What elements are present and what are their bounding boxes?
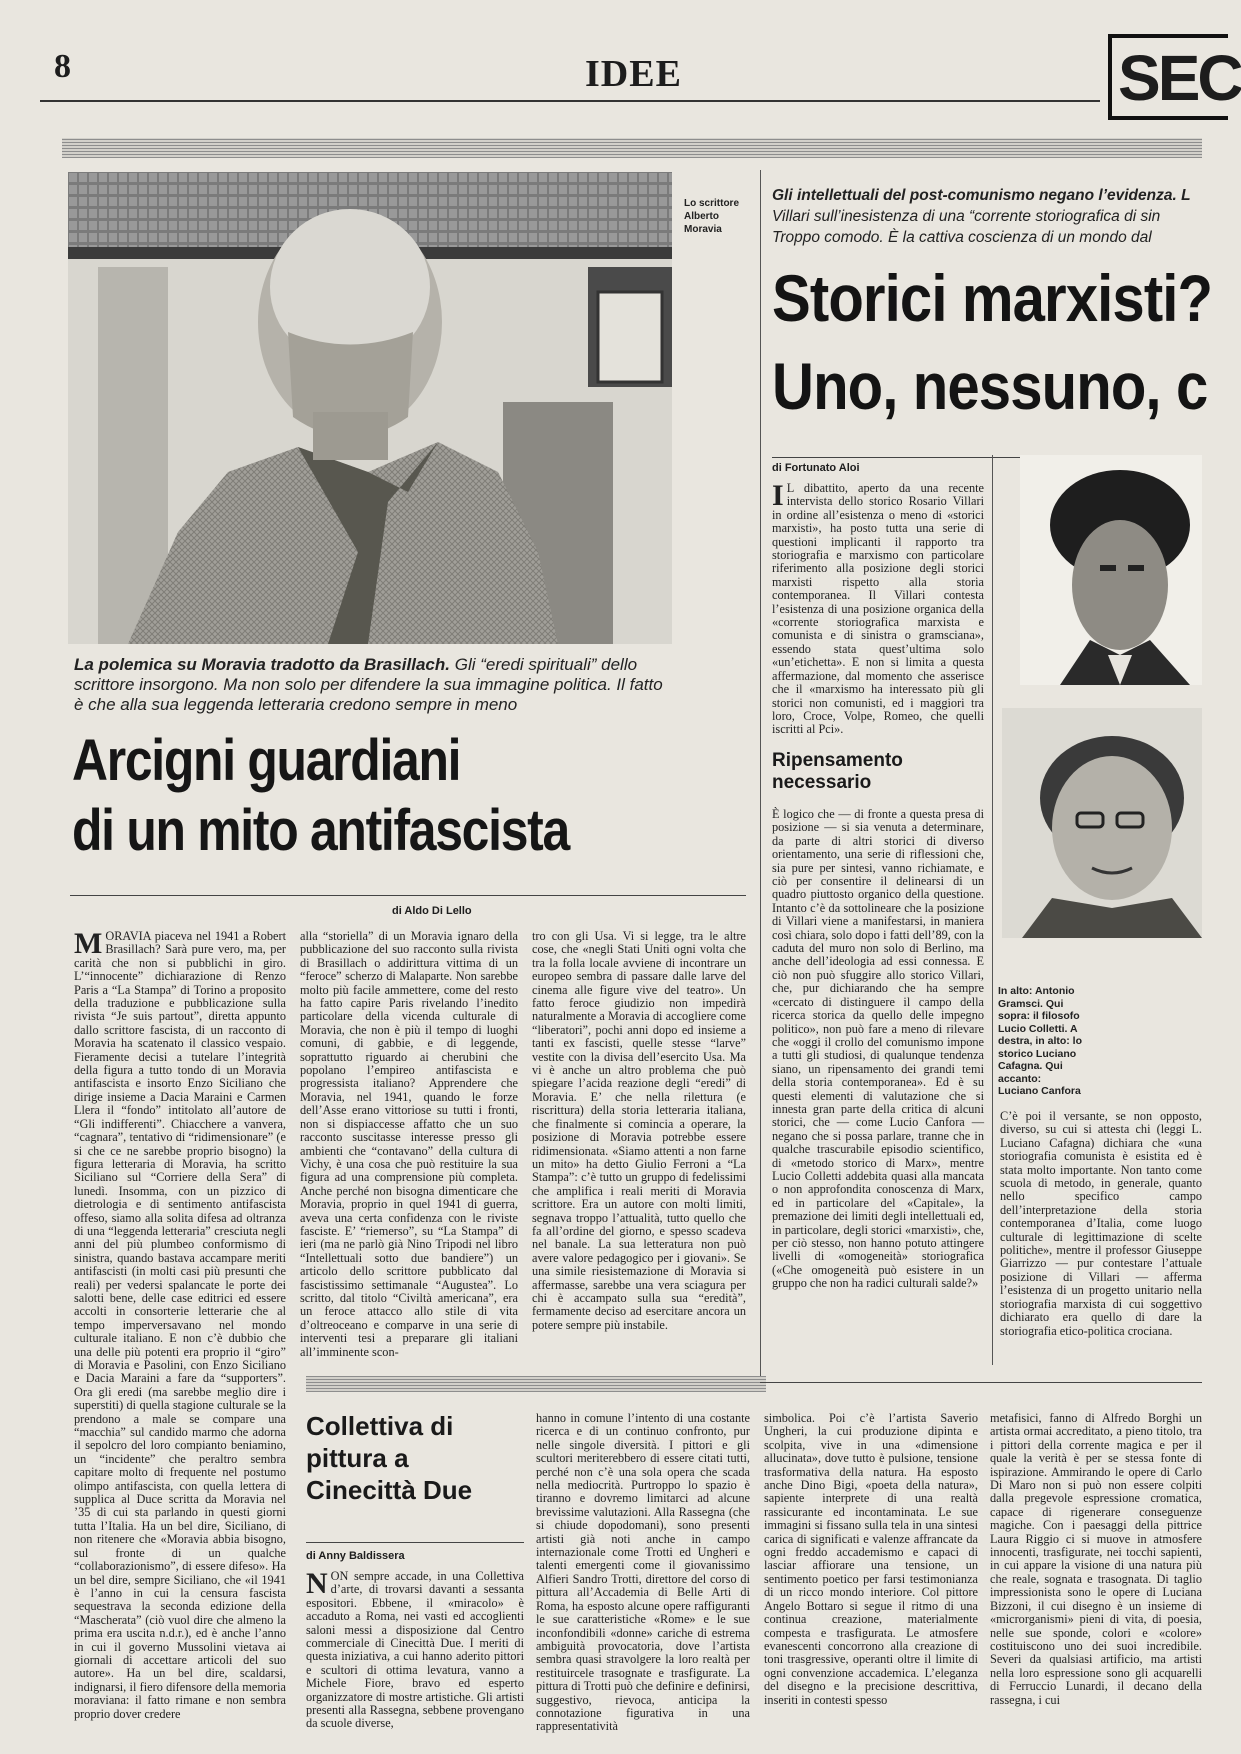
right-byline: di Fortunato Aloi [772, 462, 860, 474]
column-text: È logico che — di fronte a questa presa di posizione — si sia venuta a determinare, da parte di altri storici di diverso orientamento, una serie di riflessioni che, sia pure per sintesi, vanno richiamate, e ciò per consentire il delinearsi di un quadro piuttosto organico della questione. Intanto c’è da sottolineare che la posizione di Villari viene a manifestarsi, in maniera così chiara, solo dopo i fatti dell’89, con la caduta del muro non solo di Berlino, ma anche dell’ideologia ad essi connessa. E ciò non può sfuggire allo storico Villari, che, pur dichiarando che ha sempre «cercato di distinguere il campo della ricerca storica da quello delle impegno politico», non può fare a meno di rilevare che «oggi il crollo del comunismo impone a tutti gli studiosi, di qualunque tendenza siano, un ripensamento dei grandi temi della storia contemporanea». Ed è su questi elementi di valutazione che si innesta gran parte della critica di alcuni storici, che — come Lucio Canfora — negano che si possa parlare, tranne che in qualche trascurabile episodio scientifico, di «metodo storico di Marx», mentre Lucio Colletti addebita quasi alla mancata o non approfondita conoscenza di Marx, ed in particolare del «Capitale», la premazione dei limiti degli intellettuali ed, in particolare, degli storici «marxisti», che, per ciò stesso, non hanno potuto attingere livelli di «omogeneità» storiografica («Che omogeneità può esistere in un gruppo che non ha radici culturali salde?» [772, 807, 984, 1291]
column-divider [760, 170, 761, 1380]
column-text: ORAVIA piaceva nel 1941 a Robert Brasillach? Sarà pure vero, ma, per carità che non si pubblichi in giro. L’“innocente” dichiarazione di Renzo Paris a “La Stampa” di Torino a proposito della traduzione e pubblicazione sulla rivista “Je suis partout”, diretta appunto dallo scrittore fascista, di un racconto di Moravia ha scatenato il classico vespaio. Fieramente decisi a tutelare l’integrità della figura a tutto tondo di un Moravia antifascista e insorto Enzo Siciliano che dirige insieme a Dacia Maraini e Carmen Llera il “fondo” intitolato all’autore de “Gli indifferenti”. Chiacchere a vanvera, “cagnara”, tentativo di “ridimensionare” (e si che ce ne sarebbe proprio bisogno) la figura letteraria di Moravia, ha scritto Siciliano sul “Corriere della Sera” di lunedì. Insomma, con un pizzico di dietrologia e di sentimento antifascista offeso, siamo alla solita difesa ad oltranza di una “leggenda letteraria” cresciuta negli anni del più plumbeo conformismo di sinistra, quando bastava accampare meriti antifascisti (in molti casi più presunti che reali) per vedersi spalancate le porte dei salotti bene, delle case editrici ed essere accolti in consorterie letterarie che al tempo imperversavano nel mondo culturale italiano. E non c’è dubbio che una delle più potenti era proprio il “giro” di Moravia e Pasolini, con Enzo Siciliano e Dacia Maraini a fare da “supporters”. Ora gli eredi (ma sarebbe meglio dire i superstiti) di quella stagione culturale se la prendono a male se compare una “macchia” sul candido marmo che adorna il sepolcro del loro compianto beniamino, un “incidente” che peraltro sembra capitare molto di frequente nel postumo olimpo antifascista, con quella lettera di supplica al Duce scritta da Moravia nel ’35 di cui sta parlando in questi giorni tutta l’Italia. Ha un bel dire, Siciliano, di non ritenere che «Moravia abbia bisogno, sul fronte di un qualche “collaborazionismo”, di essere difeso». Ha un bel dire, sempre Siciliano, che «il 1941 è l’anno in cui la censura fascista sequestrava la seconda edizione della “Mascherata” (ciò vuol dire che almeno la prima era uscita n.d.r.), ed è anche l’anno in cui il governo Mussolini vietava ai giornali di accettare articoli del suo autore». Ha un bel dire, scaldarsi, indignarsi, il fiero difensore della memoria moraviana: il fatto rimane e non sembra proprio dover credere [74, 929, 286, 1721]
right-headline-line-2: Uno, nessuno, c [772, 349, 1208, 423]
right-deck-line-2: Villari sull’inesistenza di una “corrente storiografica di sin [772, 208, 1161, 225]
canfora-photo [1002, 708, 1202, 938]
page-number: 8 [54, 48, 71, 85]
right-headline-line-1: Storici marxisti? [772, 261, 1213, 335]
section-title: IDEE [585, 53, 682, 95]
bottom-byline: di Anny Baldissera [306, 1550, 405, 1562]
gramsci-photo [1020, 455, 1202, 685]
bottom-column-2 [536, 1412, 750, 1742]
right-column-a-continued [772, 808, 984, 1348]
right-deck-line-3: Troppo comodo. È la cattiva coscienza di un mondo dal [772, 229, 1152, 246]
photo-caption: Lo scrittore Alberto Moravia [684, 198, 740, 235]
header-rule [40, 100, 1100, 102]
right-column-a [772, 479, 984, 748]
column-text: C’è poi il versante, se non opposto, diverso, su cui si attesta chi (leggi L. Luciano Cafagna) dichiara che «una storiografia comunista è esistita ed è stata molto importante. Non tanto come scuola di metodo, in generale, quanto nello specifico campo dell’interpretazione della storia contemporanea d’Italia, come luogo culturale di legittimazione di scelte politiche», mentre il professor Giuseppe Giarrizzo — pur contestare l’attuale posizione di Villari — afferma l’esistenza di un progetto unitario nella storiografia marxista di cui soggettivo dichiarato era quello di dare la storiografia etico-politica crociana. [1000, 1109, 1202, 1338]
headline-line-1: Arcigni guardiani [72, 728, 461, 793]
column-text: tro con gli Usa. Vi si legge, tra le altre cose, che «negli Stati Uniti ogni volta che tra la folla locale avviene di incontrare un europeo sembra di passare dalle larve del cinema alle figure vive del teatro». Un fatto feroce giudizio non impedirà naturalmente a Moravia di accogliere come “liberatori”, pochi anni dopo ed insieme a tanti ex fascisti, quelle stesse “larve” vestite con la divisa dell’esercito Usa. Ma vi è anche un altro problema che può spiegare l’acida reazione degli “eredi” di Moravia. E’ che nella rilettura (e riscrittura) della storia letteraria italiana, che finalmente si comincia a operare, la posizione di Moravia potrebbe essere ridimensionata. «Siamo attenti a non farne un mito» ha detto Giulio Ferroni a “La Stampa”: c’è tutto un gruppo di fedelissimi che amplifica i reali meriti di Moravia scrittore. Era un autore con molti limiti, segnava troppo l’attualità, tutto quello che fa all’ordine del giorno, e spesso scadeva nel banale. La sua letteratura non può avere valore pedagogico per i giovani». Se una simile riesistemazione di Moravia si affermasse, sarebbe una vera sciagura per chi è accampato sulla sua “eredità”, fermamente deciso ad esercitare ancora un potere sempre più instabile. [532, 929, 746, 1332]
column-text: ON sempre accade, in una Collettiva d’arte, di trovarsi davanti a sessanta espositori. Ebbene, il «miracolo» è accaduto a Roma, nei vasti ed accoglienti saloni messi a disposizione dal Centro commerciale di Cinecittà Due. I meriti di questa iniziativa, a cui hanno aderito pittori e scultori di ottima levatura, vanno a Michele Fiore, bravo ed esperto organizzatore di mostre artistiche. Gli artisti presenti alla Rassegna, sebbene provengano da scuole diverse, [306, 1569, 524, 1731]
column-text: L dibattito, aperto da una recente intervista dello storico Rosario Villari in ordine all’esistenza o meno di «storici marxisti», ha posto tutta una serie di questioni implicanti il rapporto tra storiografia e marxismo con particolare riferimento alla posizione degli storici marxisti rispetto alla storia contemporanea. Il Villari contesta l’esistenza di una posizione organica della «corrente storiografica marxista e comunista e di sinistra o gramsciana», essendo stata quest’ultima solo «un’etichetta». E non si limita a questa affermazione, dal momento che asserisce che il «marxismo ha interessato più gli storici non comunisti, ed i maggiori tra loro, Croce, Volpe, Romeo, che quelli iscritti al Pci». [772, 481, 984, 737]
bottom-column-1 [306, 1567, 524, 1742]
dropcap: N [306, 1567, 328, 1600]
dropcap: I [772, 479, 784, 512]
moravia-photo [68, 172, 672, 644]
bottom-byline-rule [306, 1542, 524, 1543]
deck-bold: La polemica su Moravia tradotto da Brasillach. [74, 655, 450, 674]
dropcap: M [74, 927, 103, 960]
column-text: alla “storiella” di un Moravia ignaro della pubblicazione del suo racconto sulla rivista di Brasillach o addirittura vittima di un “feroce” scherzo di Malaparte. Non sarebbe molto più facile ammettere, come del resto ha fatto capire Paris rivelando l’inedito particolare della vicenda culturale di Moravia, che non è più il tempo di luoghi comuni, di gabbie, e di leggende, soprattutto riguardo ai cherubini che popolano l’empireo antifascista e progressista italiano? Apprendere che Moravia, nel 1941, quando le forze dell’Asse erano vittoriose su tutti i fronti, non si dispiaccesse affatto che un suo racconto suscitasse interesse presso gli ambienti che “contavano” della cultura di Vichy, è una cosa che può restituire la sua figura ad una comprensione più completa. Anche perché non bisogna dimenticare che Moravia, proprio in quel 1941 di guerra, aveva una certa confidenza con le riviste fasciste. E’ “riemerso”, su “La Stampa” di ieri (ma ne parlò già Nino Tripodi nel libro “Intellettuali sotto due bandiere”) un articolo dello scrittore pubblicato dal fascistissimo settimanale “Augustea”. Lo scritto, dal titolo “Civiltà americana”, era un feroce attacco allo stile di vita d’oltreoceano e comparve in una serie di interventi tesi a preparare gli italiani all’imminente scon- [300, 929, 518, 1359]
byline-rule [70, 895, 746, 896]
right-deck-line-1 [772, 186, 1191, 205]
column-text: hanno in comune l’intento di una costante ricerca e di un continuo confronto, pur nelle singole diversità. I pittori e gli scultori meriterebbero di essere citati tutti, perché non c’è una sola opera che scada nella mediocrità. Purtroppo lo spazio è tiranno e dovremo limitarci ad alcune brevissime valutazioni. Alla Rassegna (che si chiude dopodomani), sono presenti artisti già noti anche in campo internazionale come Trotti ed Ungheri e talenti emergenti come il giovanissimo Alfieri Sandro Trotti, direttore del corso di pittura all’Accademia di Belle Arti di Roma, ha esposto alcune opere raffiguranti le sue caratteristiche «Rome» e le sue inconfondibili «donne» cariche di estrema ambiguità provocatoria, dove l’artista sembra quasi stravolgere la loro realtà per restituircele trasognate e trasfigurate. La pittura di Trotti può che definire e definirsi, suggestivo, rievoca, anticipa la connotazione figurativa in una rappresentatività [536, 1411, 750, 1734]
bottom-column-3 [764, 1412, 978, 1742]
bottom-headline: Collettiva di pittura a Cinecittà Due [306, 1411, 473, 1505]
article-byline: di Aldo Di Lello [392, 905, 472, 917]
article-deck [74, 655, 674, 715]
right-column-b [1000, 1110, 1202, 1350]
column-text: simbolica. Poi c’è l’artista Saverio Ungheri, la cui produzione dipinta e scolpita, vive in una «dimensione allucinata», dove tutto è pulsione, tensione trasformativa della natura. Ha esposto anche Dino Bigi, «poeta della natura», sapiente interprete di una realtà rassicurante ed incontaminata. Le sue immagini si fissano sulla tela in una sintesi carica di significati e valenze affrancate da ogni freddo accademismo e capaci di lasciar affiorare una tensione, un sentimento poetico per farsi testimonianza di un ricco mondo interiore. Col pittore Angelo Bottaro si segue il ritmo di una continua creazione, materialmente compesta e trasfigurata. Le atmosfere evanescenti concorrono alla creazione di toni trasgressive, operanti oltre il limite di ogni convenzione accademica. L’eleganza del disegno e la precisione descrittiva, inseriti in contesti spesso [764, 1411, 978, 1707]
deck-rest: Gli “eredi spirituali” dello scrittore insorgono. Ma non solo per difendere la sua immagine politica. Il fatto è che alla sua leggenda letteraria credono sempre in meno [74, 655, 663, 714]
right-byline-rule [772, 457, 1022, 458]
article-column-1 [74, 927, 286, 1740]
article-column-2 [300, 930, 518, 1360]
deck-text: Gli intellettuali del post-comunismo negano l’evidenza. L [772, 187, 1191, 204]
portraits-caption: In alto: Antonio Gramsci. Qui sopra: il filosofo Lucio Colletti. A destra, in alto: lo storico Luciano Cafagna. Qui accanto: Luciano Canfora [998, 985, 1083, 1097]
bottom-column-4 [990, 1412, 1202, 1742]
headline-line-2: di un mito antifascista [72, 798, 569, 863]
masthead-fragment: SEC [1108, 34, 1228, 120]
right-subhead: Ripensamento necessario [772, 750, 903, 793]
bottom-decorative-band [306, 1376, 766, 1392]
bottom-section-rule [760, 1382, 1202, 1383]
top-decorative-band [62, 138, 1202, 158]
right-inner-divider [992, 455, 993, 1365]
article-column-3 [532, 930, 746, 1360]
column-text: metafisici, fanno di Alfredo Borghi un artista ormai accreditato, a pieno titolo, tra i pittori della corrente magica e per il quale la verità è per se stessa fonte di ispirazione. Ammirando le opere di Carlo Di Maro non si può non essere colpiti dalla pregevole espressione cromatica, capace di rigenerare conseguenze magiche. Con i paesaggi della pittrice Laura Riggio ci si muove in atmosfere innocenti, trasfigurate, nei tocchi sapienti, in cui appare la visione di una natura più che reale, sognata e trasognata. Di taglio impressionista sono le opere di Luciana Bizzoni, il cui disegno è un insieme di «microrganismi» pieni di vita, di poesia, nelle sue sponde, colori e «colore» costituiscono uno dei suoi incredibile. Severi da qualsiasi artificio, ma artisti nella loro espressione sono gli acquarelli di Ferruccio Lunardi, il decano della rassegna, i cui [990, 1411, 1202, 1707]
